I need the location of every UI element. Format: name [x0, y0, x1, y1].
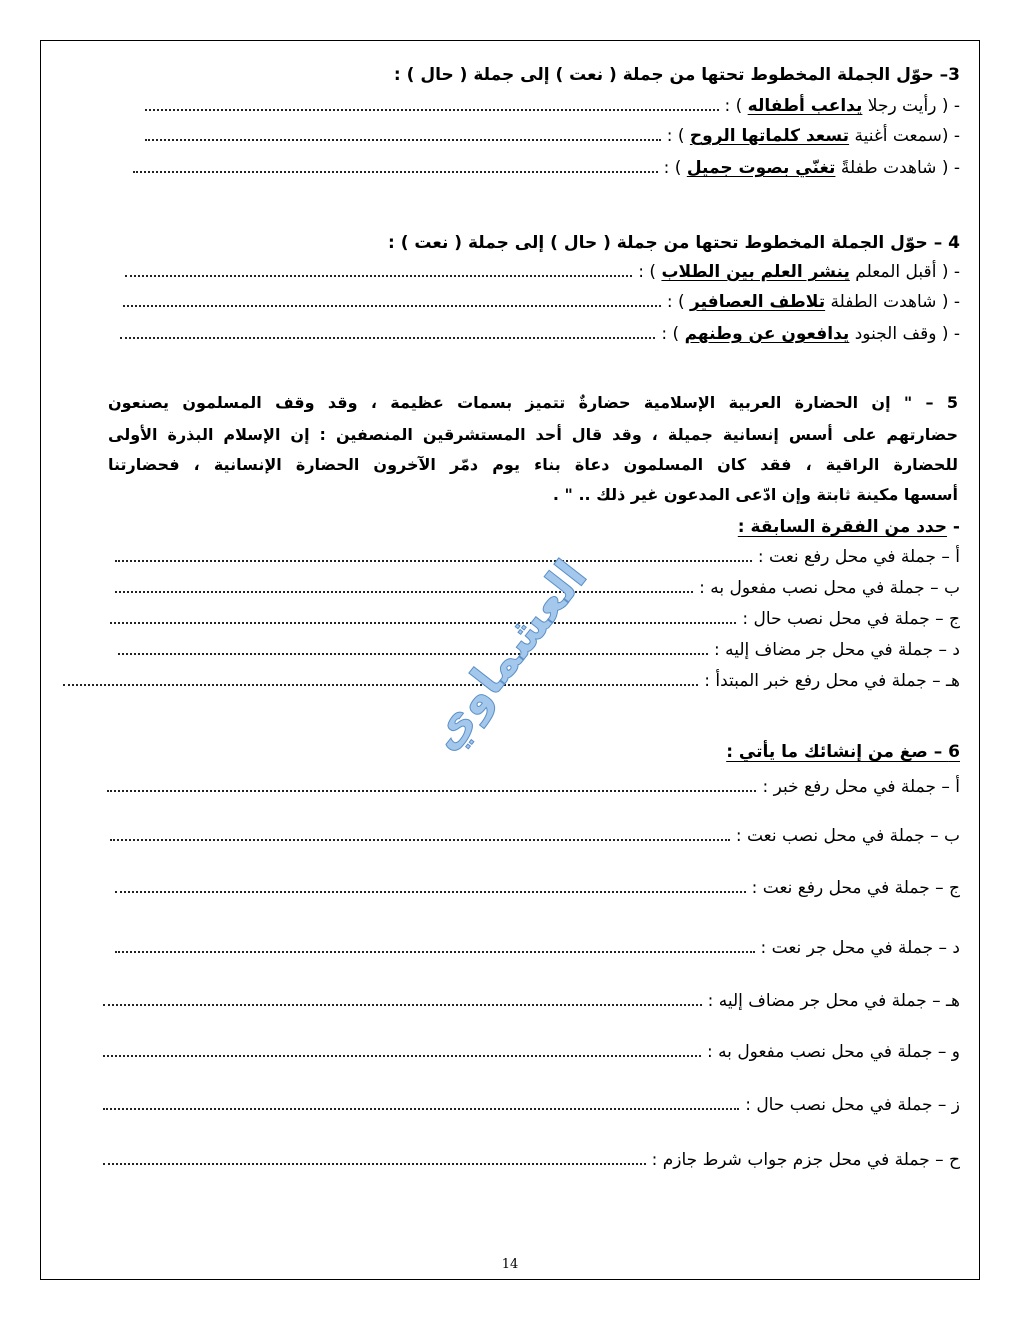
watermark: العشماوي: [416, 549, 598, 761]
q6-item-e-answer-blank: [103, 1004, 702, 1006]
q4-item-3-suffix: ) :: [661, 324, 685, 344]
q4-item-2-underlined-phrase: تلاطف العصافير: [690, 292, 826, 312]
q6-item-d: [115, 935, 960, 961]
q5-item-e-answer-blank: [63, 684, 698, 686]
q6-item-c-text: ج – جملة في محل رفع نعت :: [751, 878, 960, 898]
q4-item-1-text: [638, 259, 960, 285]
q4-title-line: [100, 230, 960, 256]
q5-item-a-answer-blank: [115, 560, 752, 562]
q6-item-d-answer-blank: [115, 951, 755, 953]
q4-item-1-prefix: - ( أقبل المعلم: [849, 262, 960, 282]
q6-item-f-text: و – جملة في محل نصب مفعول به :: [706, 1042, 960, 1062]
q6-title-line: [400, 739, 960, 765]
q6-item-a-text: أ – جملة في محل رفع خبر :: [762, 777, 960, 797]
q4-item-1: [125, 259, 960, 285]
q3-item-3-underlined-phrase: تغنّي بصوت جميل: [686, 158, 836, 178]
q4-item-2-suffix: ) :: [666, 292, 691, 312]
q3-item-3-suffix: ) :: [663, 158, 687, 178]
q3-item-2-prefix: - (سمعت أغنية: [849, 126, 960, 146]
q3-title: 3– حوّل الجملة المخطوط تحتها من جملة ( نعت ) إلى جملة ( حال ) :: [393, 65, 960, 85]
q3-item-1-suffix: ) :: [724, 96, 748, 116]
q3-item-1-underlined-phrase: يداعب أطفاله: [747, 96, 863, 116]
q3-item-1-answer-blank: [145, 109, 719, 111]
q3-item-3-prefix: - ( شاهدت طفلةً: [835, 158, 960, 178]
q6-item-g-answer-blank: [103, 1108, 739, 1110]
q5-instruction-prefix: -: [947, 517, 960, 537]
q3-item-1-prefix: - ( رأيت رجلا: [862, 96, 960, 116]
q4-item-1-suffix: ) :: [638, 262, 662, 282]
q5-item-e-text: هـ – جملة في محل رفع خبر المبتدأ :: [704, 671, 960, 691]
q3-item-1-text: [725, 93, 961, 119]
q4-title: 4 – حوّل الجملة المخطوط تحتها من جملة ( حال ) إلى جملة ( نعت ) :: [388, 233, 960, 253]
q6-item-b-answer-blank: [110, 839, 730, 841]
q3-item-1: [145, 93, 960, 119]
q5-paragraph-line-1: 5 – " إن الحضارة العربية الإسلامية حضارةٌ تتميز بسمات عظيمة ، وقد وقف المسلمون يصنعون: [108, 393, 958, 412]
q5-item-d-answer-blank: [118, 653, 708, 655]
q6-item-d-text: د – جملة في محل جر نعت :: [760, 938, 960, 958]
q5-paragraph-line-3: للحضارة الراقية ، فقد كان المسلمون دعاة بناء يوم دمّر الآخرون الحضارة الإنسانية ، فحضارتنا: [108, 455, 958, 474]
q5-instruction-text: حدد من الفقرة السابقة :: [737, 517, 948, 537]
q6-item-e-text: هـ – جملة في محل جر مضاف إليه :: [707, 991, 960, 1011]
q6-item-b: [110, 823, 960, 849]
q4-item-3-prefix: - ( وقف الجنود: [849, 324, 960, 344]
q4-item-1-answer-blank: [125, 275, 632, 277]
q3-item-3: [133, 155, 960, 181]
q6-item-h-answer-blank: [103, 1163, 646, 1165]
q6-item-b-text: ب – جملة في محل نصب نعت :: [735, 826, 960, 846]
q5-item-c-answer-blank: [110, 622, 736, 624]
q6-item-h-text: ح – جملة في محل جزم جواب شرط جازم :: [651, 1150, 960, 1170]
q6-item-f: [103, 1039, 960, 1065]
q5-item-c-text: ج – جملة في محل نصب حال :: [742, 609, 960, 629]
q3-item-2: [145, 123, 960, 149]
q6-item-g-text: ز – جملة في محل نصب حال :: [745, 1095, 960, 1115]
q4-item-3-answer-blank: [120, 337, 655, 339]
q4-item-2-text: [667, 289, 960, 315]
q6-item-c: [115, 875, 960, 901]
q6-item-f-answer-blank: [103, 1055, 701, 1057]
q3-item-2-suffix: ) :: [666, 126, 690, 146]
q6-title: 6 – صغ من إنشائك ما يأتي :: [726, 742, 960, 762]
q4-item-3-text: [661, 321, 960, 347]
q5-instruction-line: [500, 514, 960, 540]
q4-item-3-underlined-phrase: يدافعون عن وطنهم: [684, 324, 850, 344]
page-number: 14: [501, 1257, 519, 1272]
q4-item-2-prefix: - ( شاهدت الطفلة: [825, 292, 960, 312]
q5-paragraph-line-4: أسسها مكينة ثابتة وإن ادّعى المدعون غير ذلك .. " .: [552, 485, 958, 504]
q4-item-2-answer-blank: [123, 305, 661, 307]
q5-item-b-text: ب – جملة في محل نصب مفعول به :: [699, 578, 960, 598]
q4-item-2: [123, 289, 960, 315]
q5-item-d-text: د – جملة في محل جر مضاف إليه :: [713, 640, 960, 660]
q5-paragraph-line-2: حضارتهم على أسس إنسانية جميلة ، وقد قال أحد المستشرقين المنصفين : إن الإسلام البذرة الأولى: [108, 425, 958, 444]
q3-title-line: [100, 62, 960, 88]
q6-item-h: [103, 1147, 960, 1173]
q4-item-3: [120, 321, 960, 347]
q5-instruction: [738, 514, 960, 540]
q5-item-a-text: أ – جملة في محل رفع نعت :: [757, 547, 960, 567]
q6-item-a-answer-blank: [107, 790, 756, 792]
q6-item-e: [103, 988, 960, 1014]
q3-item-3-text: [664, 155, 960, 181]
q6-item-a: [107, 774, 960, 800]
q3-item-3-answer-blank: [133, 171, 658, 173]
q3-item-2-text: [667, 123, 960, 149]
q3-item-2-answer-blank: [145, 139, 661, 141]
q6-item-c-answer-blank: [115, 891, 746, 893]
q3-item-2-underlined-phrase: تسعد كلماتها الروح: [689, 126, 850, 146]
q5-item-b-answer-blank: [115, 591, 693, 593]
q6-item-g: [103, 1092, 960, 1118]
q4-item-1-underlined-phrase: ينشر العلم بين الطلاب: [661, 262, 850, 282]
